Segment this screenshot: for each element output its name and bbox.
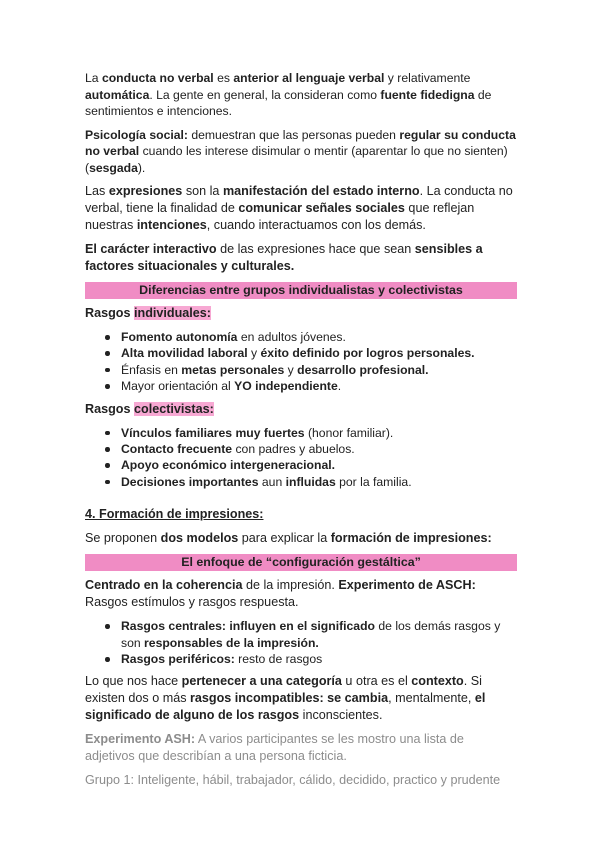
bold-text: Alta movilidad laboral xyxy=(121,346,248,361)
bold-text: metas personales xyxy=(181,362,285,377)
text: y xyxy=(247,346,261,361)
paragraph-nonverbal xyxy=(85,70,517,120)
text: y relativamente xyxy=(384,71,471,85)
section-heading-4 xyxy=(85,506,517,523)
bold-text: sensibles a factores situacionales y culturales. xyxy=(85,242,483,273)
list-item xyxy=(85,329,517,345)
bold-text: comunicar señales sociales xyxy=(238,201,405,215)
bold-text: intenciones xyxy=(136,218,207,232)
bold-text: Rasgos xyxy=(85,306,134,320)
paragraph-coherence xyxy=(85,577,517,611)
text: Lo que nos hace xyxy=(85,674,182,689)
bold-text: el significado de alguno de los rasgos xyxy=(85,691,486,723)
bold-text: anterior al lenguaje verbal xyxy=(233,71,385,85)
gestalt-traits-list xyxy=(85,618,517,667)
bold-text: YO independiente xyxy=(234,379,338,394)
document-page xyxy=(85,70,517,796)
bold-text: responsables de la impresión. xyxy=(144,635,319,650)
bold-text: contexto xyxy=(411,674,464,689)
text: para explicar la xyxy=(238,531,331,546)
paragraph-group-1: Grupo 1: Inteligente, hábil, trabajador, cálido, decidido, practico y prudente xyxy=(85,773,501,788)
text: Rasgos estímulos y rasgos respuesta. xyxy=(85,595,299,610)
highlighted-text: colectivistas: xyxy=(134,401,214,416)
bold-text: Contacto frecuente xyxy=(121,442,233,457)
text: de la impresión. xyxy=(242,578,339,593)
list-item xyxy=(85,345,517,361)
text: con padres y abuelos. xyxy=(232,442,355,457)
bold-text: regular su conducta no verbal xyxy=(85,127,516,158)
bold-text: Rasgos periféricos: xyxy=(121,652,235,667)
text: A varios participantes se les mostro una lista de adjetivos que describían a una persona ficticia. xyxy=(85,732,464,764)
text: demuestran que las personas pueden xyxy=(187,127,400,142)
list-item xyxy=(85,378,517,394)
bold-text: influidas xyxy=(285,474,336,489)
list-item xyxy=(85,474,517,490)
text: Mayor orientación al xyxy=(121,379,235,394)
heading-collectivist-traits xyxy=(85,401,517,418)
bold-text: Fomento autonomía xyxy=(121,330,238,344)
text: ). xyxy=(137,160,146,175)
bold-text: desarrollo profesional. xyxy=(297,362,429,377)
list-item xyxy=(85,425,517,441)
bold-text: Experimento de ASCH: xyxy=(338,578,476,593)
bold-text: conducta no verbal xyxy=(101,71,214,85)
text: . La gente en general, la consideran como xyxy=(149,87,381,102)
heading-individual-traits xyxy=(85,305,517,322)
bold-text: éxito definido por logros personales. xyxy=(260,346,475,361)
text: de sentimientos e intenciones. xyxy=(85,87,492,118)
highlighted-text: individuales: xyxy=(134,306,211,320)
underlined-heading: 4. Formación de impresiones: xyxy=(85,507,264,522)
paragraph-expressions xyxy=(85,183,517,234)
text: resto de rasgos xyxy=(234,652,323,667)
bold-text: Rasgos xyxy=(85,401,134,416)
bold-text: fuente fidedigna xyxy=(380,87,475,102)
bold-text: Apoyo económico intergeneracional. xyxy=(121,458,336,473)
bold-text: Vínculos familiares muy fuertes xyxy=(121,425,305,440)
text: . La conducta no verbal, tiene la finalidad de xyxy=(85,184,513,215)
bold-text: rasgos incompatibles: se cambia xyxy=(190,691,389,706)
text: de los demás rasgos y son xyxy=(121,619,501,650)
bold-text: Centrado en la coherencia xyxy=(85,578,243,593)
paragraph-category-context xyxy=(85,673,517,724)
paragraph-two-models xyxy=(85,530,517,547)
list-item xyxy=(85,651,517,667)
bold-text: manifestación del estado interno xyxy=(222,184,420,198)
text: son la xyxy=(182,184,223,198)
text: es xyxy=(213,71,234,85)
text: . xyxy=(337,379,342,394)
collectivist-traits-list xyxy=(85,425,517,491)
paragraph-interactive xyxy=(85,241,517,275)
paragraph-social-psychology xyxy=(85,127,517,177)
bold-text: Rasgos centrales: influyen en el significado xyxy=(121,619,375,634)
bold-text: Experimento ASH: xyxy=(85,732,196,747)
section-banner-differences: Diferencias entre grupos individualistas y colectivistas xyxy=(85,282,517,299)
bold-text: pertenecer a una categoría xyxy=(181,674,342,689)
bold-text: dos modelos xyxy=(160,531,239,546)
text: inconscientes. xyxy=(299,708,383,723)
text: que reflejan nuestras xyxy=(85,201,475,232)
list-item xyxy=(85,441,517,457)
text: de las expresiones hace que sean xyxy=(216,242,415,256)
text: por la familia. xyxy=(335,474,412,489)
text: Las xyxy=(85,184,109,198)
text: , mentalmente, xyxy=(388,691,475,706)
text: aun xyxy=(258,474,286,489)
text: en adultos jóvenes. xyxy=(237,330,346,344)
section-banner-gestalt: El enfoque de “configuración gestáltica” xyxy=(85,554,517,571)
list-item xyxy=(85,618,517,651)
text: cuando les interese disimular o mentir (aparentar lo que no sienten) ( xyxy=(85,144,508,175)
list-item xyxy=(85,362,517,378)
bold-text: Psicología social: xyxy=(85,127,188,142)
text: La xyxy=(85,71,102,85)
text: Énfasis en xyxy=(121,362,182,377)
bold-text: expresiones xyxy=(108,184,183,198)
bold-text: Decisiones importantes xyxy=(121,474,259,489)
text: . Si existen dos o más xyxy=(85,674,482,706)
spacer xyxy=(85,496,517,506)
text: y xyxy=(284,362,298,377)
list-item xyxy=(85,457,517,473)
bold-text: El carácter interactivo xyxy=(85,242,217,256)
bold-text: automática xyxy=(85,87,150,102)
text: , cuando interactuamos con los demás. xyxy=(206,218,426,232)
bold-text: formación de impresiones: xyxy=(330,531,492,546)
text: u otra es el xyxy=(341,674,412,689)
paragraph-asch-experiment xyxy=(85,731,517,765)
text: Se proponen xyxy=(85,531,161,546)
text: (honor familiar). xyxy=(304,425,394,440)
individual-traits-list xyxy=(85,329,517,395)
bold-text: sesgada xyxy=(89,160,138,175)
